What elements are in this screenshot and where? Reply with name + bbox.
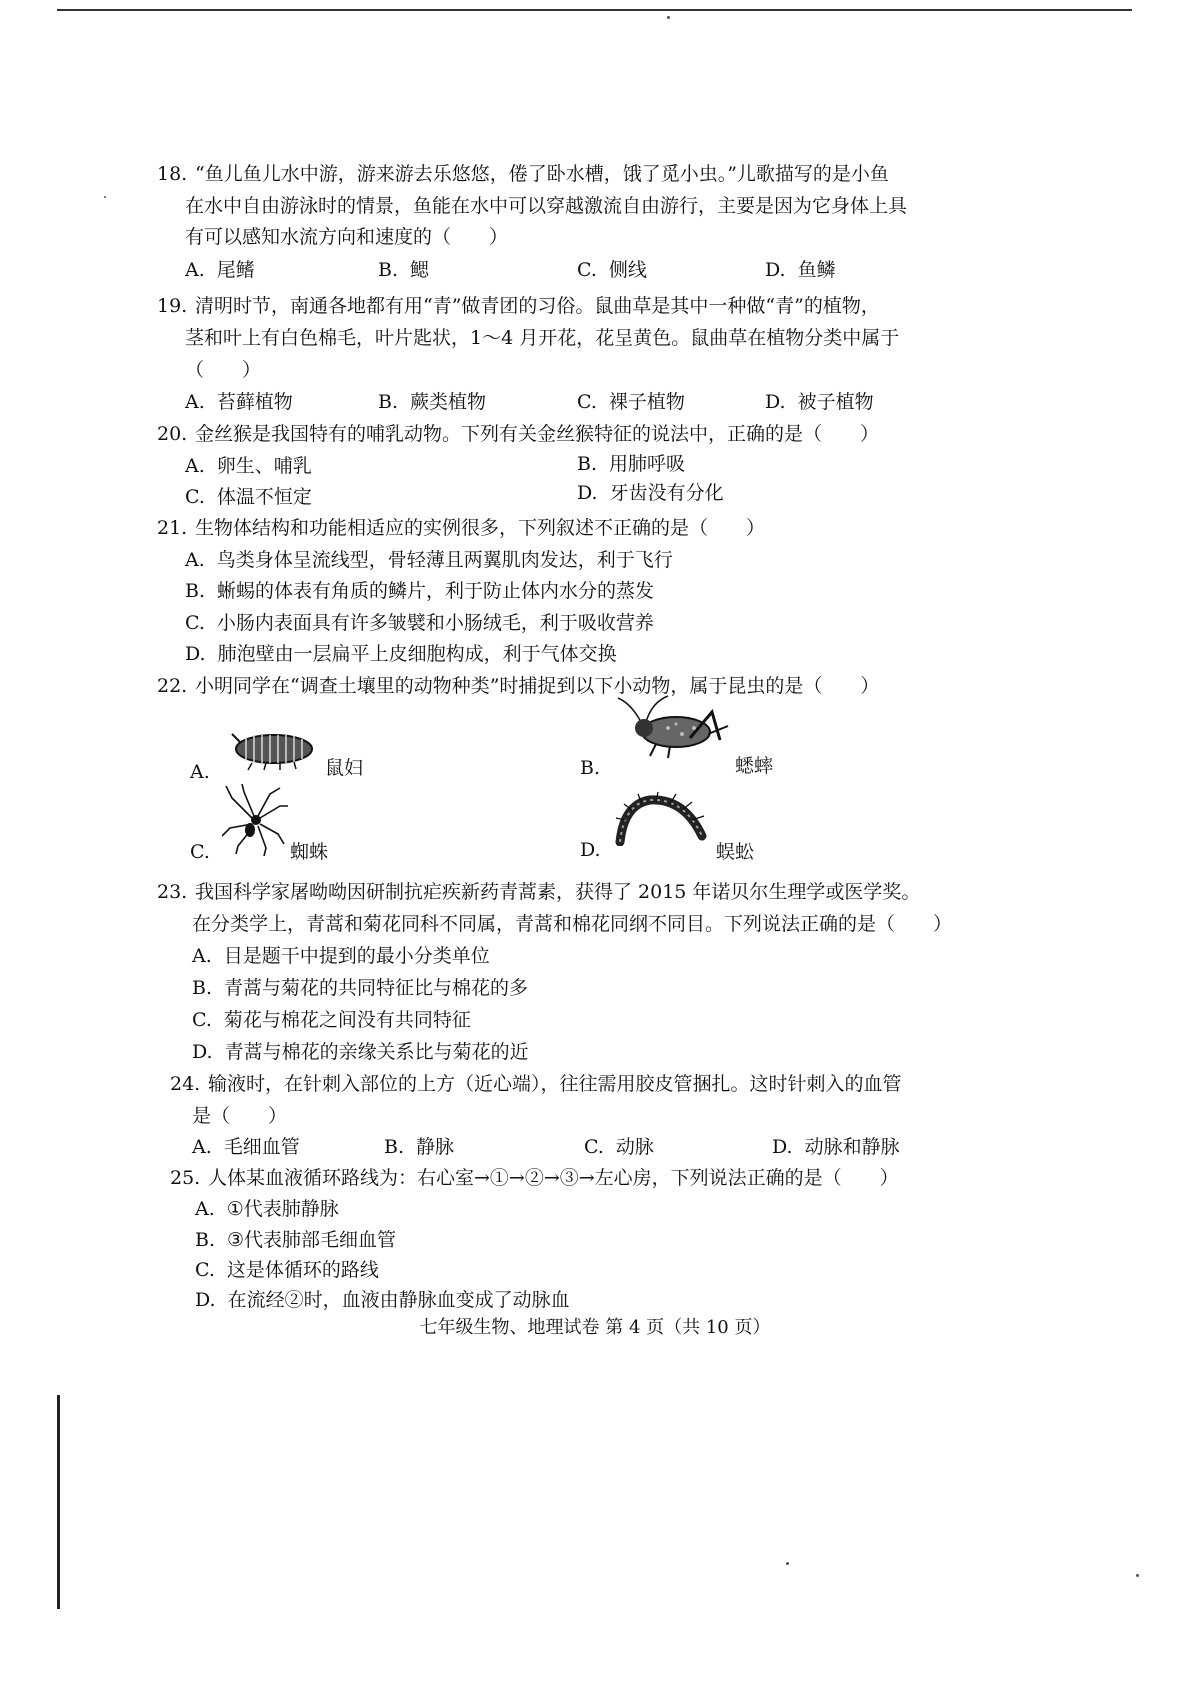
page-footer: 七年级生物、地理试卷 第 4 页（共 10 页） bbox=[419, 1317, 771, 1338]
question-20-option-b[interactable]: B. 用肺呼吸 bbox=[577, 453, 686, 475]
woodlouse-image bbox=[228, 726, 320, 772]
question-19-option-b[interactable]: B. 蕨类植物 bbox=[378, 391, 487, 413]
question-25-option-a[interactable]: A. ①代表肺静脉 bbox=[195, 1198, 339, 1220]
question-22-option-c-label[interactable]: C. bbox=[190, 841, 210, 863]
question-21-option-b[interactable]: B. 蜥蜴的体表有角质的鳞片，利于防止体内水分的蒸发 bbox=[185, 580, 655, 602]
question-25-option-b[interactable]: B. ③代表肺部毛细血管 bbox=[195, 1229, 397, 1251]
question-18-line-2: 在水中自由游泳时的情景，鱼能在水中可以穿越激流自由游行，主要是因为它身体上具 bbox=[185, 195, 908, 217]
centipede-image bbox=[614, 790, 708, 846]
question-19-line-3: （ ） bbox=[185, 359, 262, 381]
question-23-option-a[interactable]: A. 目是题干中提到的最小分类单位 bbox=[192, 945, 490, 967]
question-22-option-b-text[interactable]: 蟋蟀 bbox=[735, 755, 774, 777]
question-18-option-c[interactable]: C. 侧线 bbox=[577, 259, 647, 281]
question-24-option-a[interactable]: A. 毛细血管 bbox=[192, 1136, 300, 1158]
question-number: 22. bbox=[157, 675, 188, 697]
question-21-option-a[interactable]: A. 鸟类身体呈流线型，骨轻薄且两翼肌肉发达，利于飞行 bbox=[185, 549, 673, 571]
question-22-option-d-text[interactable]: 蜈蚣 bbox=[716, 841, 755, 863]
question-22-option-a-label[interactable]: A. bbox=[190, 761, 210, 783]
question-19-line-2: 茎和叶上有白色棉毛，叶片匙状，1～4 月开花，花呈黄色。鼠曲草在植物分类中属于 bbox=[185, 327, 900, 349]
question-19-option-c[interactable]: C. 裸子植物 bbox=[577, 391, 685, 413]
question-22-option-b-label[interactable]: B. bbox=[580, 757, 601, 779]
scan-speck bbox=[1136, 1574, 1139, 1577]
question-24-line-2: 是（ ） bbox=[192, 1105, 288, 1127]
question-22-option-c-text[interactable]: 蜘蛛 bbox=[290, 841, 329, 863]
question-number: 18. bbox=[157, 163, 188, 185]
question-20-option-c[interactable]: C. 体温不恒定 bbox=[185, 486, 312, 508]
question-20-option-a[interactable]: A. 卵生、哺乳 bbox=[185, 455, 312, 477]
question-18-line-3: 有可以感知水流方向和速度的（ ） bbox=[185, 226, 509, 248]
question-21-option-d[interactable]: D. 肺泡壁由一层扁平上皮细胞构成，利于气体交换 bbox=[185, 643, 617, 665]
question-23-line-1: 23. 我国科学家屠呦呦因研制抗疟疾新药青蒿素，获得了 2015 年诺贝尔生理学或医学奖。 bbox=[157, 876, 920, 908]
question-18-option-b[interactable]: B. 鳃 bbox=[378, 259, 430, 281]
question-25-line-1: 25. 人体某血液循环路线为：右心室→①→②→③→左心房，下列说法正确的是（ ） bbox=[170, 1162, 899, 1194]
question-24-option-c[interactable]: C. 动脉 bbox=[584, 1136, 654, 1158]
question-20-option-d[interactable]: D. 牙齿没有分化 bbox=[577, 482, 724, 504]
question-25-option-c[interactable]: C. 这是体循环的路线 bbox=[195, 1259, 379, 1281]
question-19-line-1: 19. 清明时节，南通各地都有用“青”做青团的习俗。鼠曲草是其中一种做“青”的植物， bbox=[157, 290, 880, 322]
question-24-option-d[interactable]: D. 动脉和静脉 bbox=[772, 1136, 900, 1158]
scan-speck bbox=[104, 196, 106, 198]
question-25-option-d[interactable]: D. 在流经②时，血液由静脉血变成了动脉血 bbox=[195, 1289, 570, 1311]
question-23-option-d[interactable]: D. 青蒿与棉花的亲缘关系比与菊花的近 bbox=[192, 1041, 529, 1063]
question-23-line-2: 在分类学上，青蒿和菊花同科不同属，青蒿和棉花同纲不同目。下列说法正确的是（ ） bbox=[192, 913, 953, 935]
top-border-line bbox=[57, 9, 1132, 11]
question-number: 23. bbox=[157, 881, 188, 903]
question-22-line-1: 22. 小明同学在“调查土壤里的动物种类”时捕捉到以下小动物，属于昆虫的是（ ） bbox=[157, 670, 879, 702]
question-18-option-a[interactable]: A. 尾鳍 bbox=[185, 259, 255, 281]
spider-image bbox=[222, 784, 290, 856]
question-19-option-d[interactable]: D. 被子植物 bbox=[765, 391, 874, 413]
question-number: 20. bbox=[157, 423, 188, 445]
question-number: 19. bbox=[157, 295, 188, 317]
question-number: 24. bbox=[170, 1073, 201, 1095]
question-24-line-1: 24. 输液时，在针刺入部位的上方（近心端），往往需用胶皮管捆扎。这时针刺入的血管 bbox=[170, 1068, 902, 1100]
question-23-option-b[interactable]: B. 青蒿与菊花的共同特征比与棉花的多 bbox=[192, 977, 529, 999]
question-20-line-1: 20. 金丝猴是我国特有的哺乳动物。下列有关金丝猴特征的说法中，正确的是（ ） bbox=[157, 418, 879, 450]
question-22-option-d-label[interactable]: D. bbox=[580, 839, 601, 861]
question-21-line-1: 21. 生物体结构和功能相适应的实例很多，下列叙述不正确的是（ ） bbox=[157, 512, 765, 544]
question-number: 21. bbox=[157, 517, 188, 539]
question-19-option-a[interactable]: A. 苔藓植物 bbox=[185, 391, 293, 413]
scan-speck bbox=[667, 16, 670, 19]
question-18-line-1: 18. “鱼儿鱼儿水中游，游来游去乐悠悠，倦了卧水槽，饿了觅小虫。”儿歌描写的是小鱼 bbox=[157, 158, 889, 190]
question-18-option-d[interactable]: D. 鱼鳞 bbox=[765, 259, 836, 281]
question-22-option-a-text[interactable]: 鼠妇 bbox=[325, 757, 364, 779]
question-21-option-c[interactable]: C. 小肠内表面具有许多皱襞和小肠绒毛，利于吸收营养 bbox=[185, 612, 654, 634]
question-23-option-c[interactable]: C. 菊花与棉花之间没有共同特征 bbox=[192, 1009, 471, 1031]
question-24-option-b[interactable]: B. 静脉 bbox=[384, 1136, 455, 1158]
cricket-image bbox=[612, 694, 732, 760]
scan-margin-line bbox=[57, 1395, 60, 1609]
question-number: 25. bbox=[170, 1167, 201, 1189]
scan-speck bbox=[786, 1562, 789, 1565]
